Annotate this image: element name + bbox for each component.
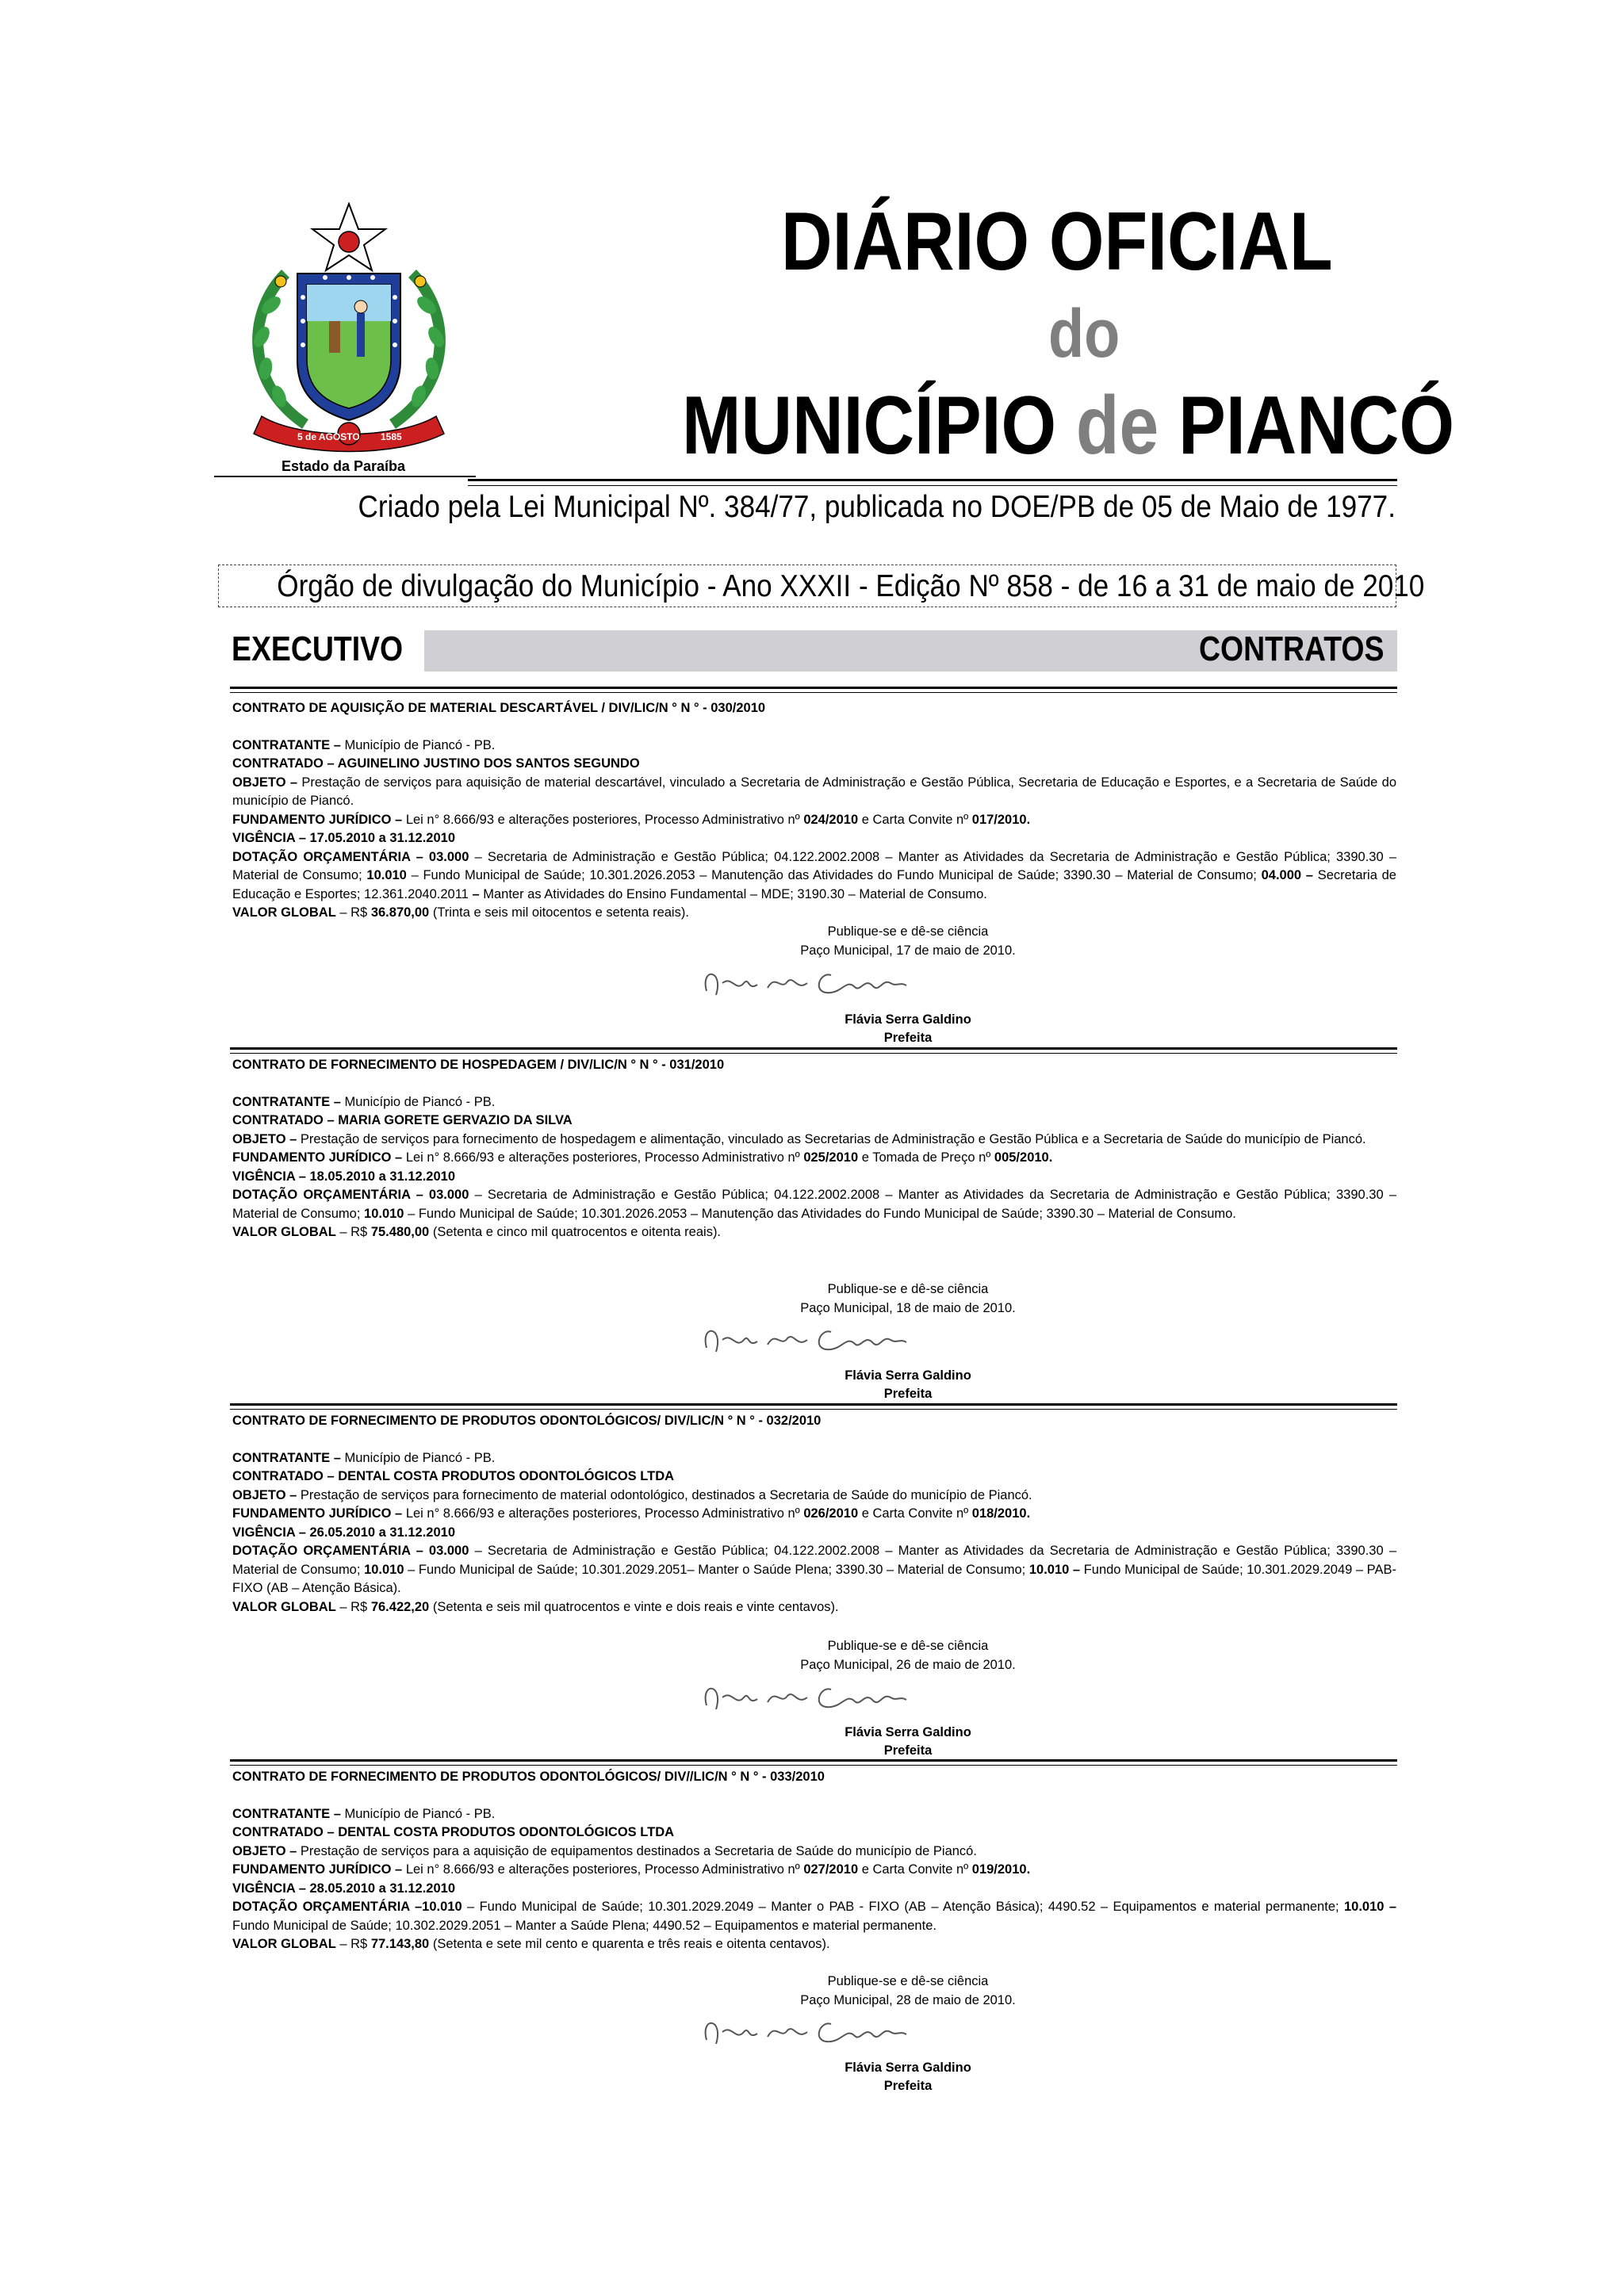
contratante-line: CONTRATANTE – Município de Piancó - PB. [232, 1806, 496, 1821]
signer-role: Prefeita [883, 2079, 933, 2093]
contract-032 [232, 1412, 1396, 1758]
valor-line: VALOR GLOBAL – R$ 77.143,80 (Setenta e sete mil cento e quarenta e três reais e oitenta centavos). [232, 1937, 830, 1951]
signature-icon [692, 2008, 930, 2056]
contract-separator [230, 1759, 1397, 1762]
contract-separator-thin [230, 1765, 1397, 1766]
section-contratos: CONTRATOS [1199, 629, 1385, 668]
signer-role: Prefeita [883, 1031, 933, 1045]
contratante-line: CONTRATANTE – Município de Piancó - PB. [232, 1094, 496, 1109]
dotacao-line: DOTAÇÃO ORÇAMENTÁRIA –10.010 – Fundo Municipal de Saúde; 10.301.2029.2049 – Manter o PAB - FIXO (AB – Atenção Básica); 4490.52 – Equipamentos e material permanente; 10.010 – Fundo Municipal de Saúde; 10.302.2029.2051 – Manter a Saúde Plena; 4490.52 – Equipamentos e material permanente. [232, 1900, 1396, 1933]
masthead-title-line1: DIÁRIO OFICIAL [781, 196, 1333, 288]
caption-rule [214, 476, 476, 477]
creation-law-subtitle: Criado pela Lei Municipal Nº. 384/77, publicada no DOE/PB de 05 de Maio de 1977. [358, 490, 1396, 524]
signer-role: Prefeita [883, 1387, 933, 1401]
section-rule-thick [230, 687, 1397, 689]
valor-line: VALOR GLOBAL – R$ 36.870,00 (Trinta e seis mil oitocentos e setenta reais). [232, 905, 689, 920]
publique-text: Publique-se e dê-se ciência [827, 1282, 989, 1296]
paco-text: Paço Municipal, 18 de maio de 2010. [800, 1300, 1016, 1315]
contract-title: CONTRATO DE FORNECIMENTO DE PRODUTOS ODONTOLÓGICOS/ DIV/LIC/N ° N ° - 032/2010 [232, 1414, 822, 1428]
objeto-line: OBJETO – Prestação de serviços para fornecimento de hospedagem e alimentação, vinculado as Secretarias de Administração e Gestão Pública e a Secretaria de Saúde do município de Piancó. [232, 1131, 1366, 1146]
valor-line: VALOR GLOBAL – R$ 76.422,20 (Setenta e seis mil quatrocentos e vinte e dois reais e vinte centavos). [232, 1599, 839, 1614]
header-rule-thin [468, 485, 1397, 486]
contract-title: CONTRATO DE AQUISIÇÃO DE MATERIAL DESCARTÁVEL / DIV/LIC/N ° N ° - 030/2010 [232, 701, 766, 715]
contratado-line: CONTRATADO – MARIA GORETE GERVAZIO DA SILVA [232, 1113, 573, 1127]
coat-of-arms-icon [230, 202, 468, 472]
masthead-de: de [1075, 380, 1159, 472]
contract-031 [232, 1056, 1396, 1401]
fundamento-line: FUNDAMENTO JURÍDICO – Lei n° 8.666/93 e alterações posteriores, Processo Administrativo nº 025/2010 e Tomada de Preço nº 005/2010. [232, 1150, 1053, 1165]
dotacao-line: DOTAÇÃO ORÇAMENTÁRIA – 03.000 – Secretaria de Administração e Gestão Pública; 04.122.2002.2008 – Manter as Atividades da Secretaria de Administração e Gestão Pública; 3390.30 – Material de Consumo; 10.010 – Fundo Municipal de Saúde; 10.301.2026.2053 – Manutenção das Atividades do Fundo Municipal de Saúde; 3390.30 – Material de Consumo; 04.000 – Secretaria de Educação e Esportes; 12.361.2040.2011 – Manter as Atividades do Ensino Fundamental – MDE; 3190.30 – Material de Consumo. [232, 849, 1396, 901]
publique-text: Publique-se e dê-se ciência [827, 1639, 989, 1653]
contratado-line: CONTRATADO – DENTAL COSTA PRODUTOS ODONTOLÓGICOS LTDA [232, 1825, 675, 1839]
vigencia-line: VIGÊNCIA – 17.05.2010 a 31.12.2010 [232, 831, 455, 845]
fundamento-line: FUNDAMENTO JURÍDICO – Lei n° 8.666/93 e alterações posteriores, Processo Administrativo nº 024/2010 e Carta Convite nº 017/2010. [232, 812, 1031, 827]
contract-separator-thin [230, 1053, 1397, 1054]
masthead-municipio: MUNICÍPIO [682, 380, 1057, 472]
paco-text: Paço Municipal, 17 de maio de 2010. [800, 943, 1016, 958]
masthead-title-line3 [682, 380, 1455, 472]
vigencia-line: VIGÊNCIA – 18.05.2010 a 31.12.2010 [232, 1169, 455, 1184]
signature-icon [692, 959, 930, 1007]
contratado-line: CONTRATADO – AGUINELINO JUSTINO DOS SANTOS SEGUNDO [232, 756, 640, 771]
dotacao-line: DOTAÇÃO ORÇAMENTÁRIA – 03.000 – Secretaria de Administração e Gestão Pública; 04.122.2002.2008 – Manter as Atividades da Secretaria de Administração e Gestão Pública; 3390.30 – Material de Consumo; 10.010 – Fundo Municipal de Saúde; 10.301.2029.2051– Manter o Saúde Plena; 3390.30 – Material de Consumo; 10.010 – Fundo Municipal de Saúde; 10.301.2029.2049 – PAB-FIXO (AB – Atenção Básica). [232, 1544, 1396, 1595]
paco-text: Paço Municipal, 26 de maio de 2010. [800, 1657, 1016, 1672]
objeto-line: OBJETO – Prestação de serviços para fornecimento de material odontológico, destinados a Secretaria de Saúde do município de Piancó. [232, 1487, 1032, 1502]
signer-name: Flávia Serra Galdino [845, 1368, 971, 1383]
contratado-line: CONTRATADO – DENTAL COSTA PRODUTOS ODONTOLÓGICOS LTDA [232, 1469, 675, 1483]
signer-name: Flávia Serra Galdino [845, 1725, 971, 1739]
signature-icon [692, 1316, 930, 1364]
closing-block [789, 1280, 1027, 1318]
contract-title: CONTRATO DE FORNECIMENTO DE HOSPEDAGEM / DIV/LIC/N ° N ° - 031/2010 [232, 1058, 725, 1072]
contract-separator [230, 1047, 1397, 1050]
coat-ribbon-left: 5 de AGOSTO [297, 431, 360, 442]
objeto-line: OBJETO – Prestação de serviços para a aquisição de equipamentos destinados a Secretaria de Saúde do município de Piancó. [232, 1843, 977, 1858]
contratante-line: CONTRATANTE – Município de Piancó - PB. [232, 737, 496, 752]
contratante-line: CONTRATANTE – Município de Piancó - PB. [232, 1450, 496, 1465]
contract-033 [232, 1768, 1396, 2093]
contract-030 [232, 699, 1396, 1045]
section-rule-thin [230, 692, 1397, 693]
objeto-line: OBJETO – Prestação de serviços para aquisição de material descartável, vinculado a Secretaria de Administração e Gestão Pública, Secretaria de Educação e Esportes, e a Secretaria de Saúde do município de Piancó. [232, 775, 1396, 808]
publique-text: Publique-se e dê-se ciência [827, 924, 989, 939]
dotacao-line: DOTAÇÃO ORÇAMENTÁRIA – 03.000 – Secretaria de Administração e Gestão Pública; 04.122.2002.2008 – Manter as Atividades da Secretaria de Administração e Gestão Pública; 3390.30 – Material de Consumo; 10.010 – Fundo Municipal de Saúde; 10.301.2026.2053 – Manutenção das Atividades do Fundo Municipal de Saúde; 3390.30 – Material de Consumo. [232, 1188, 1396, 1221]
masthead-title-line2: do [1048, 296, 1120, 372]
vigencia-line: VIGÊNCIA – 28.05.2010 a 31.12.2010 [232, 1881, 455, 1896]
fundamento-line: FUNDAMENTO JURÍDICO – Lei n° 8.666/93 e alterações posteriores, Processo Administrativo nº 027/2010 e Carta Convite nº 019/2010. [232, 1862, 1031, 1877]
contract-separator-thin [230, 1409, 1397, 1410]
fundamento-line: FUNDAMENTO JURÍDICO – Lei n° 8.666/93 e alterações posteriores, Processo Administrativo nº 026/2010 e Carta Convite nº 018/2010. [232, 1506, 1031, 1521]
signer-name: Flávia Serra Galdino [845, 1012, 971, 1027]
paco-text: Paço Municipal, 28 de maio de 2010. [800, 1992, 1016, 2007]
section-executivo: EXECUTIVO [232, 629, 404, 668]
closing-block [789, 1637, 1027, 1674]
signature-icon [692, 1674, 930, 1721]
signer-name: Flávia Serra Galdino [845, 2061, 971, 2075]
coat-ribbon-right: 1585 [381, 431, 402, 442]
publique-text: Publique-se e dê-se ciência [827, 1974, 989, 1988]
coat-caption: Estado da Paraíba [282, 458, 406, 474]
header-rule-thick [468, 479, 1397, 481]
contract-title: CONTRATO DE FORNECIMENTO DE PRODUTOS ODONTOLÓGICOS/ DIV//LIC/N ° N ° - 033/2010 [232, 1770, 825, 1784]
signer-role: Prefeita [883, 1743, 933, 1758]
masthead-pianco: PIANCÓ [1178, 380, 1455, 472]
edition-text: Órgão de divulgação do Município - Ano XXXII - Edição Nº 858 - de 16 a 31 de maio de 2010 [277, 569, 1425, 603]
vigencia-line: VIGÊNCIA – 26.05.2010 a 31.12.2010 [232, 1525, 455, 1540]
closing-block [789, 1973, 1027, 2010]
valor-line: VALOR GLOBAL – R$ 75.480,00 (Setenta e cinco mil quatrocentos e oitenta reais). [232, 1225, 722, 1239]
contract-separator [230, 1403, 1397, 1406]
closing-block [789, 923, 1027, 960]
